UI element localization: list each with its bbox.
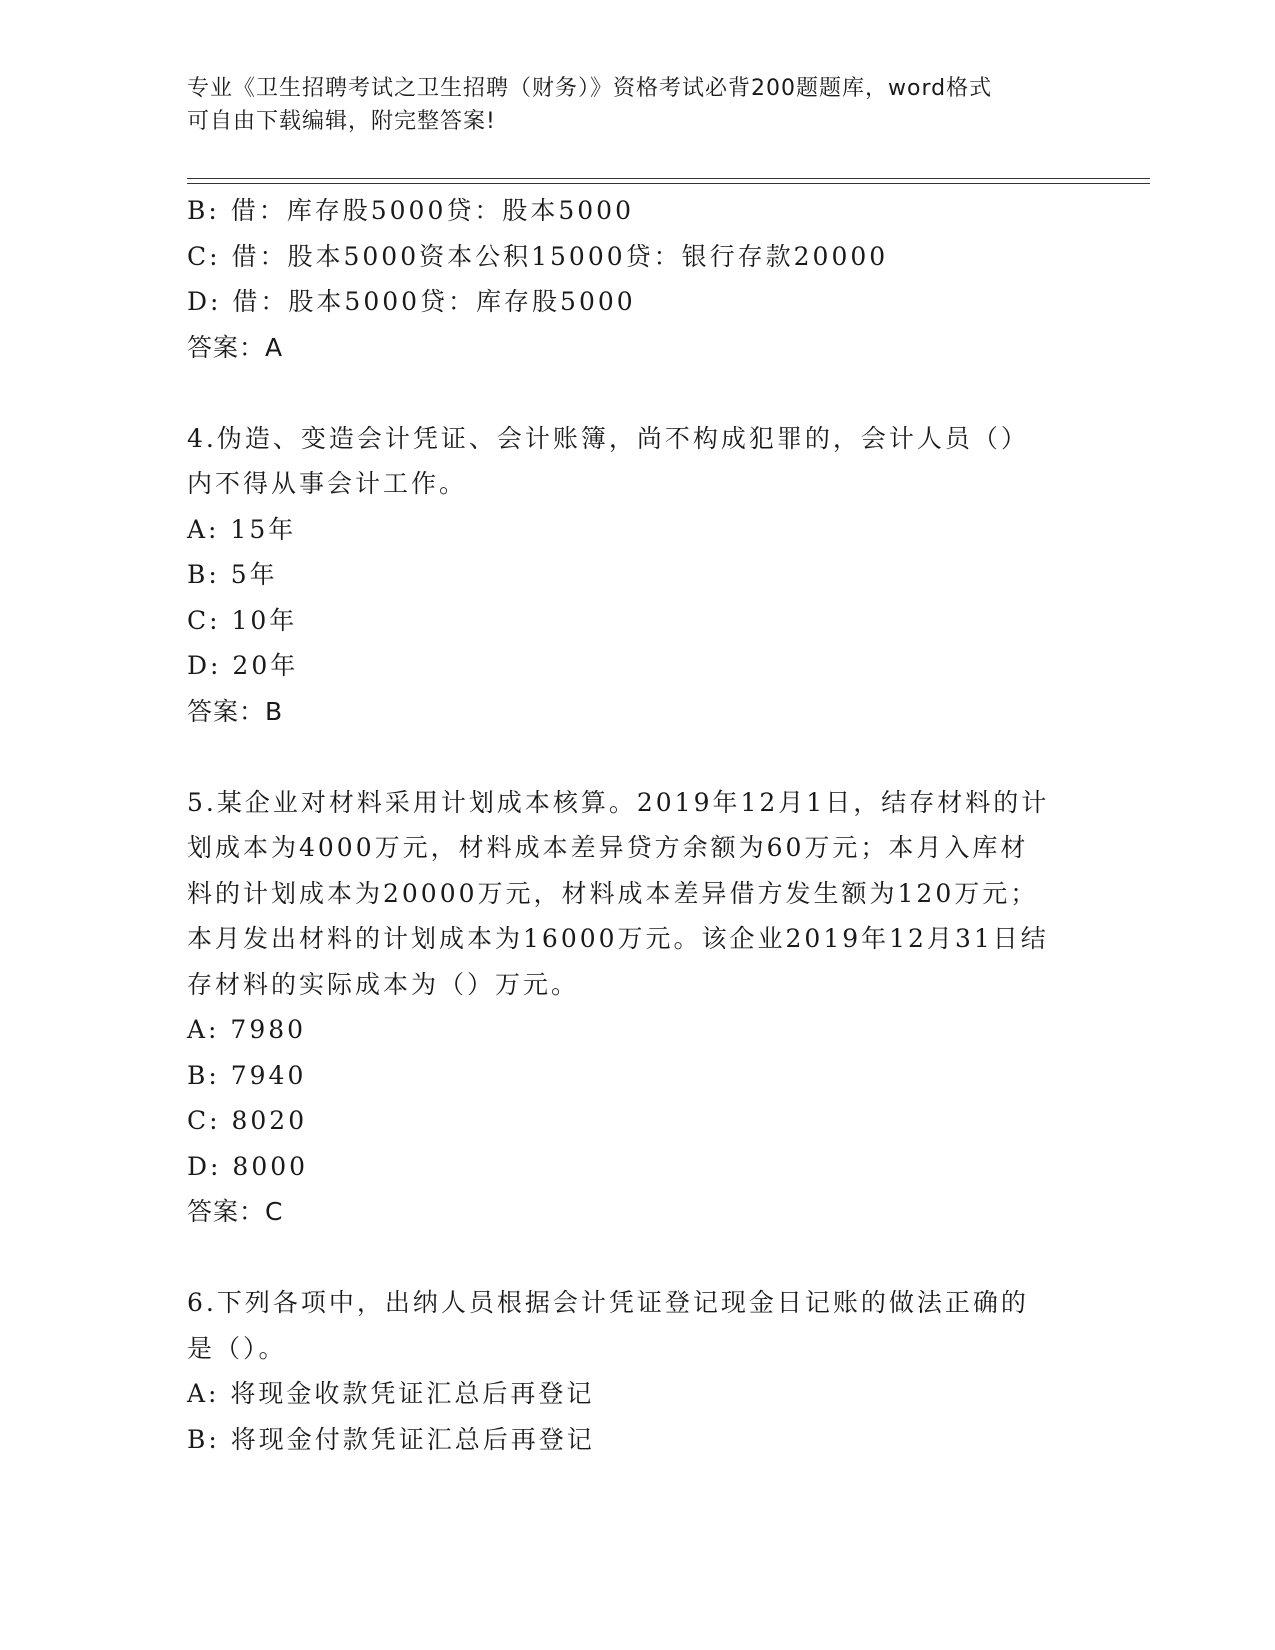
option-a: A: 将现金收款凭证汇总后再登记: [187, 1379, 595, 1408]
spacer: [187, 1235, 1087, 1281]
answer-line: 答案：C: [187, 1197, 284, 1226]
spacer: [187, 734, 1087, 780]
question-block: [187, 416, 1087, 735]
question-text-line: 内不得从事会计工作。: [187, 469, 468, 498]
option-c: C: 8020: [187, 1106, 308, 1135]
question-text-line: 存材料的实际成本为（）万元。: [187, 969, 580, 999]
question-text-line: 4.伪造、变造会计凭证、会计账簿，尚不构成犯罪的，会计人员（）: [187, 423, 1029, 453]
option-c: C: 借：股本5000资本公积15000贷：银行存款20000: [187, 241, 889, 271]
option-b: B: 5年: [187, 560, 278, 589]
question-block: [187, 188, 1087, 370]
answer-line: 答案：B: [187, 696, 284, 726]
spacer: [187, 370, 1087, 416]
question-text-line: 本月发出材料的计划成本为16000万元。该企业2019年12月31日结: [187, 924, 1049, 953]
question-text-line: 是（）。: [187, 1333, 287, 1363]
option-a: A: 15年: [187, 514, 297, 544]
question-list: [187, 188, 1087, 1462]
option-a: A: 7980: [187, 1015, 307, 1044]
question-text-line: 划成本为4000万元，材料成本差异贷方余额为60万元；本月入库材: [187, 833, 1029, 862]
header-title-line-1: 专业《卫生招聘考试之卫生招聘（财务）》资格考试必背200题题库，word格式: [187, 76, 993, 101]
option-b: B: 7940: [187, 1060, 307, 1090]
option-b: B: 借：库存股5000贷：股本5000: [187, 196, 634, 225]
question-block: [187, 1280, 1087, 1462]
header-title-line-2: 可自由下载编辑，附完整答案!: [187, 109, 496, 134]
question-block: [187, 780, 1087, 1235]
question-text-line: 5.某企业对材料采用计划成本核算。2019年12月1日，结存材料的计: [187, 787, 1050, 817]
header-rule-bottom: [187, 183, 1150, 184]
document-header: [187, 72, 1087, 138]
option-b: B: 将现金付款凭证汇总后再登记: [187, 1424, 595, 1454]
option-d: D: 20年: [187, 651, 299, 680]
answer-line: 答案：A: [187, 332, 284, 362]
question-text-line: 6.下列各项中，出纳人员根据会计凭证登记现金日记账的做法正确的: [187, 1288, 1029, 1317]
option-c: C: 10年: [187, 605, 298, 635]
header-rule-top: [187, 178, 1150, 179]
option-d: D: 借：股本5000贷：库存股5000: [187, 287, 636, 316]
option-d: D: 8000: [187, 1151, 309, 1181]
question-text-line: 料的计划成本为20000万元，材料成本差异借方发生额为120万元；: [187, 878, 1039, 908]
